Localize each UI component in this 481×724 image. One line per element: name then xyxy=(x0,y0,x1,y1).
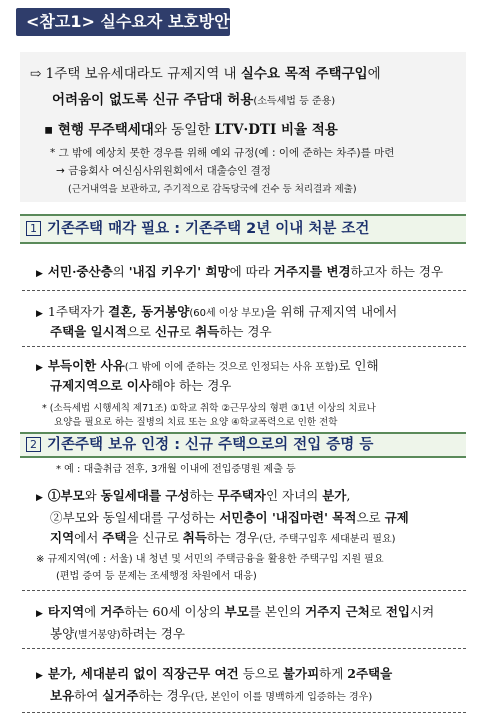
divider xyxy=(22,346,466,347)
section-2-item-1-line-3: 지역에서 주택을 신규로 취득하는 경우(단, 주택구입후 세대분리 필요) xyxy=(50,530,396,545)
summary-bullet: ▪ 현행 무주택세대와 동일한 LTV·DTI 비율 적용 xyxy=(44,122,338,138)
section-2-number: 2 xyxy=(26,437,41,452)
section-2-subnote: * 예 : 대출취급 전후, 3개월 이내에 전입증명원 제출 등 xyxy=(56,464,296,475)
section-1-item-2-line-2: 주택을 일시적으로 신규로 취득하는 경우 xyxy=(50,324,272,339)
section-2-rice-note-2: (편법 증여 등 문제는 조세행정 차원에서 대응) xyxy=(56,571,257,582)
summary-arrow-line-1: ⇨ 1주택 보유세대라도 규제지역 내 실수요 목적 주택구입에 xyxy=(30,66,381,82)
summary-note-3: (근거내역을 보관하고, 주기적으로 감독당국에 건수 등 처리결과 제출) xyxy=(68,184,357,195)
triangle-bullet-icon: ▶ xyxy=(36,363,43,373)
section-1-item-1: ▶ 서민·중산층의 '내집 키우기' 희망에 따라 거주지를 변경하고자 하는 경우 xyxy=(36,264,444,279)
section-1-item-3-line-1: ▶ 부득이한 사유(그 밖에 이에 준하는 것으로 인정되는 사유 포함)로 인해 xyxy=(36,358,379,373)
section-2-item-3-line-1: ▶ 분가, 세대분리 없이 직장근무 여건 등으로 불가피하게 2주택을 xyxy=(36,666,393,681)
section-1-heading: 1 기존주택 매각 필요 : 기존주택 2년 이내 처분 조건 xyxy=(20,214,466,244)
triangle-bullet-icon: ▶ xyxy=(36,493,43,503)
section-1-footnote-line-1: * (소득세법 시행세칙 제71조) ①학교 취학 ②근무상의 형편 ③1년 이상의 치료나 xyxy=(42,403,376,414)
divider xyxy=(22,590,466,591)
section-2-item-2-line-2: 봉양(별거봉양)하려는 경우 xyxy=(50,626,185,641)
summary-note-2: → 금융회사 여신심사위원회에서 대출승인 결정 xyxy=(56,165,271,177)
section-2-item-1-line-2: ②부모와 동일세대를 구성하는 서민층이 '내집마련' 목적으로 규제 xyxy=(50,510,409,525)
triangle-bullet-icon: ▶ xyxy=(36,269,43,279)
triangle-bullet-icon: ▶ xyxy=(36,671,43,681)
divider xyxy=(22,648,466,649)
triangle-bullet-icon: ▶ xyxy=(36,609,43,619)
page-title-tag: <참고1> 실수요자 보호방안 xyxy=(16,8,230,36)
section-2-heading: 2 기존주택 보유 인정 : 신규 주택으로의 전입 증명 등 xyxy=(20,432,466,458)
summary-arrow-line-2: 어려움이 없도록 신규 주담대 허용(소득세법 등 준용) xyxy=(52,92,336,108)
divider xyxy=(22,712,466,713)
section-1-item-3-line-2: 규제지역으로 이사해야 하는 경우 xyxy=(50,378,232,393)
triangle-bullet-icon: ▶ xyxy=(36,309,43,319)
section-2-rice-note-1: ※ 규제지역(예 : 서울) 내 청년 및 서민의 주택금융을 활용한 주택구입 지원 필요 xyxy=(36,554,384,565)
section-1-item-2-line-1: ▶ 1주택자가 결혼, 동거봉양(60세 이상 부모)을 위해 규제지역 내에서 xyxy=(36,304,398,319)
section-2-item-1-line-1: ▶ ①부모와 동일세대를 구성하는 무주택자인 자녀의 분가, xyxy=(36,488,351,503)
section-1-number: 1 xyxy=(26,221,41,236)
divider xyxy=(22,290,466,291)
section-2-item-2-line-1: ▶ 타지역에 거주하는 60세 이상의 부모를 본인의 거주지 근처로 전입시켜 xyxy=(36,604,435,619)
summary-note-1: * 그 밖에 예상치 못한 경우를 위해 예외 규정(예 : 이에 준하는 차주)를 마련 xyxy=(50,147,395,159)
section-2-item-3-line-2: 보유하여 실거주하는 경우(단, 본인이 이를 명백하게 입증하는 경우) xyxy=(50,688,373,703)
section-1-footnote-line-2: 요양을 필요로 하는 질병의 치료 또는 요양 ④학교폭력으로 인한 전학 xyxy=(54,417,338,428)
